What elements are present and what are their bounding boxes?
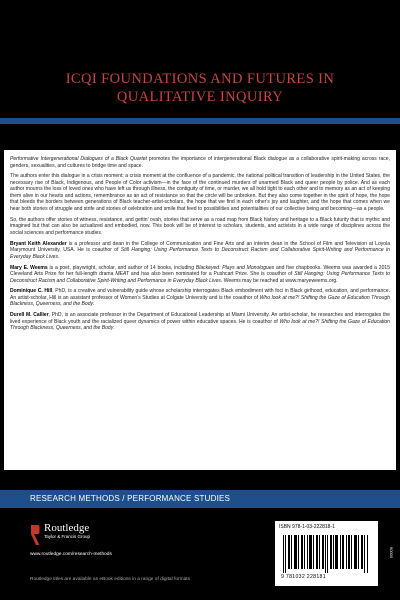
description-paragraph-1: Performative Intergenerational Dialogues of a Black Quartet promotes the importance of intergenerational Black dialogue as a collaborative spirit-making across race, genders, sexualities, and cultures to bridge time and space. (10, 156, 390, 169)
author-bio-weems: Mary E. Weems is a poet, playwright, scholar, and author of 14 books, including Blackeyed: Plays and Monologues and five chapbooks. Weems was awarded a 2015 Cleveland Arts Prize for her full-length drama MEAT and has also been nominated for a Pushcart Prize. She is coauthor of Still Hanging: Using Performance Texts to Deconstruct Racism and Collaborative Spirit-Writing and Performance in Everyday Black Lives. Weems may be reached at www.maryeweems.org. (10, 264, 391, 284)
isbn-label: ISBN 978-1-03-222818-1 (279, 524, 335, 530)
publisher-block (30, 522, 210, 562)
publisher-url: www.routledge.com/research-methods (30, 552, 112, 557)
subject-category-bar: RESEARCH METHODS / PERFORMANCE STUDIES (0, 490, 400, 508)
series-title: ICQI FOUNDATIONS AND FUTURES IN QUALITATIVE INQUIRY (65, 71, 335, 105)
description-paragraph-2: The authors enter this dialogue in a crisis moment: a crisis moment at the confluence of a pandemic, the national political transition of leadership in the United States, the necessary rise of Black, Indigenous, and People of Color activism—in the face of the continued murders of unarmed Black and queer people by police. And as each author mourns the loss of loved ones who have left us through illness, the contiguity of time, or murder, we all hold tight to each other and to memory as an act of keeping them alive in our hearts and actions, remembrance as an act of resistance so that the circle will be unbroken. But they also come together in the spirit of hope, the hope that bleeds the borders between generations of Black teacher-artist-scholars, the hope that we find in each other's joy and laughter, and the hope that comes when we hear both stories of struggle and strife and stories of celebration and smile that feed to possibilities and potentialities of our collective being and becoming—as a people. (10, 173, 390, 212)
publisher-name: Routledge (44, 522, 90, 534)
publisher-group: Taylor & Francis Group (44, 534, 91, 539)
author-bio-hill: Dominique C. Hill, PhD, is a creative and vulnerability guide whose scholarship interrogates Black embodiment with foci in Black girlhood, education, and performance. An artist-scholar, Hill is an assistant professor of Women's Studies at Colgate University and is the coauthor of Who look at me?! Shifting the Gaze of Education Through Blackness, Queerness, and the Body. (10, 288, 391, 308)
barcode-box (275, 521, 378, 586)
back-cover-text-panel (4, 150, 396, 470)
ebook-note: Routledge titles are available as eBook editions in a range of digital formats (30, 577, 190, 582)
book-title-italic: Performative Intergenerational Dialogues of a Black Quartet (10, 156, 147, 162)
spine-code: 90000 (389, 547, 394, 559)
barcode-icon (283, 535, 369, 573)
top-blue-rule (0, 118, 400, 124)
author-bio-callier: Durell M. Callier, PhD, is an associate professor in the Department of Educational Leadership at Miami University. An artist-scholar, he researches and interrogates the lived experience of Black youth and the racialized queer dynamics of power within educative spaces. He is coauthor of Who look at me?! Shifting the Gaze of Education Through Blackness, Queerness, and the Body. (10, 312, 390, 332)
author-bio-alexander: Bryant Keith Alexander is a professor and dean in the College of Communication and Fine Arts and an interim dean in the School of Film and Television at Loyola Marymount University, USA. He is coauthor of Still Hanging: Using Performance Texts to Deconstruct Racism and Collaborative Spirit-Writing and Performance in Everyday Black Lives. (10, 240, 391, 260)
routledge-logo-icon (30, 524, 40, 546)
barcode-number: 9 781032 228181 (281, 574, 326, 580)
description-paragraph-3: So, the authors offer stories of witness, resistance, and gettin' ovah, stories that serve as a road map from Black history and heritage to a Black futurity that is mythic and imagined but that can also be actualized and embodied, now. This book will be of interest to scholars, students, and activists in a wide range of disciplines across the social sciences and performance studies. (10, 216, 390, 236)
